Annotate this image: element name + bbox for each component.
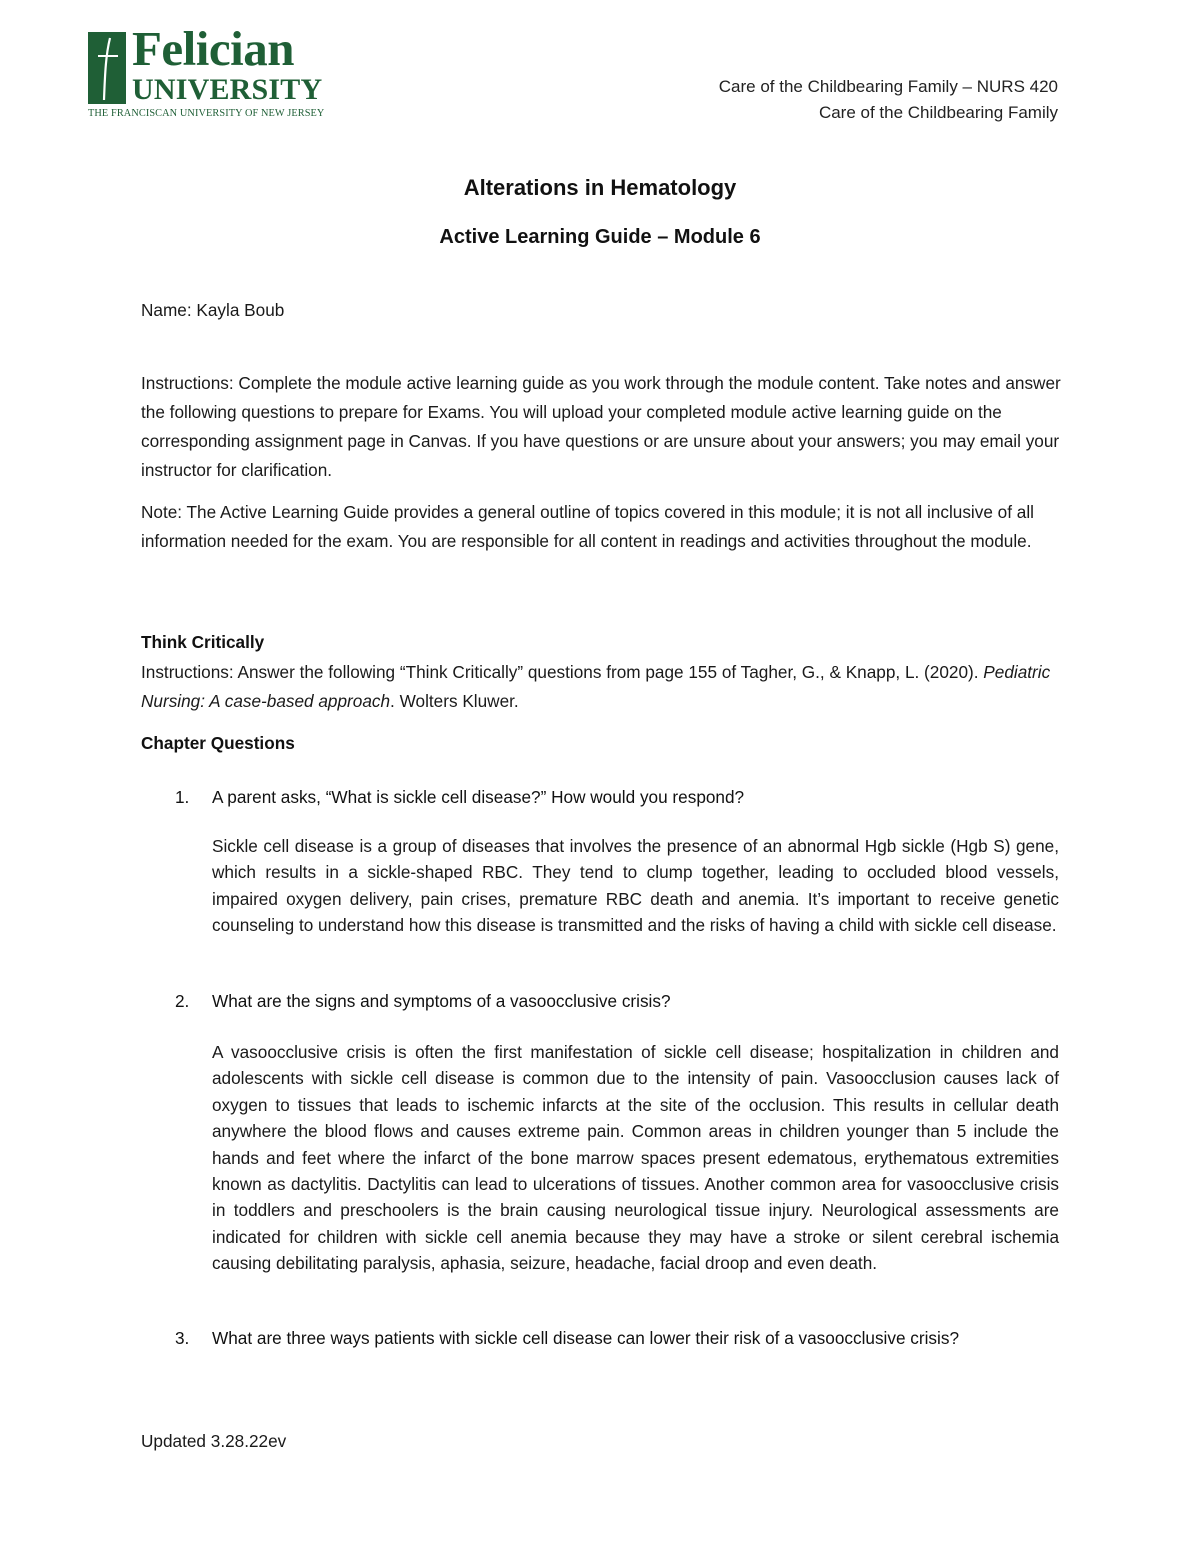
document-subtitle: Active Learning Guide – Module 6 — [439, 226, 761, 248]
think-instr-part1: Instructions: Answer the following “Think Critically” questions from page 155 of Tagher, G., & Knapp, L. (2020). — [141, 662, 984, 682]
question-text: What are three ways patients with sickle cell disease can lower their risk of a vasoocclusive crisis? — [212, 1328, 960, 1348]
book-title: Pediatric Nursing: A case-based approach — [141, 662, 1051, 711]
think-critically-heading: Think Critically — [141, 632, 265, 652]
question-text: A parent asks, “What is sickle cell disease?” How would you respond? — [212, 787, 745, 807]
instructions-paragraph: Instructions: Complete the module active learning guide as you work through the module content. Take notes and answer the following questions to prepare for Exams. You will upload your completed module active learning guide on the corresponding assignment page in Canvas. If you have questions or are unsure about your answers; you may email your instructor for clarification. — [141, 373, 1061, 480]
think-instr-part2: . Wolters Kluwer. — [390, 691, 519, 711]
footer-updated: Updated 3.28.22ev — [141, 1431, 287, 1451]
logo-tagline: THE FRANCISCAN UNIVERSITY OF NEW JERSEY — [88, 108, 325, 119]
course-line: Care of the Childbearing Family – NURS 420 — [718, 77, 1058, 96]
logo-university: UNIVERSITY — [132, 73, 323, 106]
question-number: 3. — [175, 1328, 190, 1348]
course-subline: Care of the Childbearing Family — [818, 103, 1058, 122]
question-number: 2. — [175, 991, 190, 1011]
cross-emblem-icon — [88, 32, 126, 104]
note-paragraph: Note: The Active Learning Guide provides a general outline of topics covered in this module; it is not all inclusive of all information needed for the exam. You are responsible for all content in readings and activities throughout the module. — [141, 502, 1034, 551]
question-text: What are the signs and symptoms of a vasoocclusive crisis? — [212, 991, 671, 1011]
course-header — [719, 74, 1058, 126]
answer-text: A vasoocclusive crisis is often the first manifestation of sickle cell disease; hospitalization in children and adolescents with sickle cell disease is common due to the intensity of pain. Vasoocclusion causes lack of oxygen to tissues that leads to ischemic infarcts at the site of the occlusion. This results in cellular death anywhere the blood flows and causes extreme pain. Common areas in children younger than 5 include the hands and feet where the infarct of the bone marrow spaces present edematous, erythematous extremities known as dactylitis. Dactylitis can lead to ulcerations of tissues. Another common area for vasoocclusive crisis in toddlers and preschoolers is the brain causing neurological tissue injury. Neurological assessments are indicated for children with sickle cell anemia because they may have a stroke or silent cerebral ischemia causing debilitating paralysis, aphasia, seizure, headache, facial droop and even death. — [212, 1042, 1059, 1274]
student-name: Name: Kayla Boub — [141, 300, 285, 320]
think-critically-instructions — [141, 658, 1061, 716]
chapter-questions-heading: Chapter Questions — [141, 733, 295, 753]
document-title: Alterations in Hematology — [463, 175, 737, 200]
university-logo — [88, 21, 338, 122]
answer-text: Sickle cell disease is a group of diseases that involves the presence of an abnormal Hgb sickle (Hgb S) gene, which results in a sickle-shaped RBC. They tend to clump together, leading to occluded blood vessels, impaired oxygen delivery, pain crises, premature RBC death and anemia. It’s important to receive genetic counseling to understand how this disease is transmitted and the risks of having a child with sickle cell disease. — [212, 836, 1059, 936]
logo-wordmark: Felician — [132, 21, 295, 76]
question-number: 1. — [175, 787, 190, 807]
